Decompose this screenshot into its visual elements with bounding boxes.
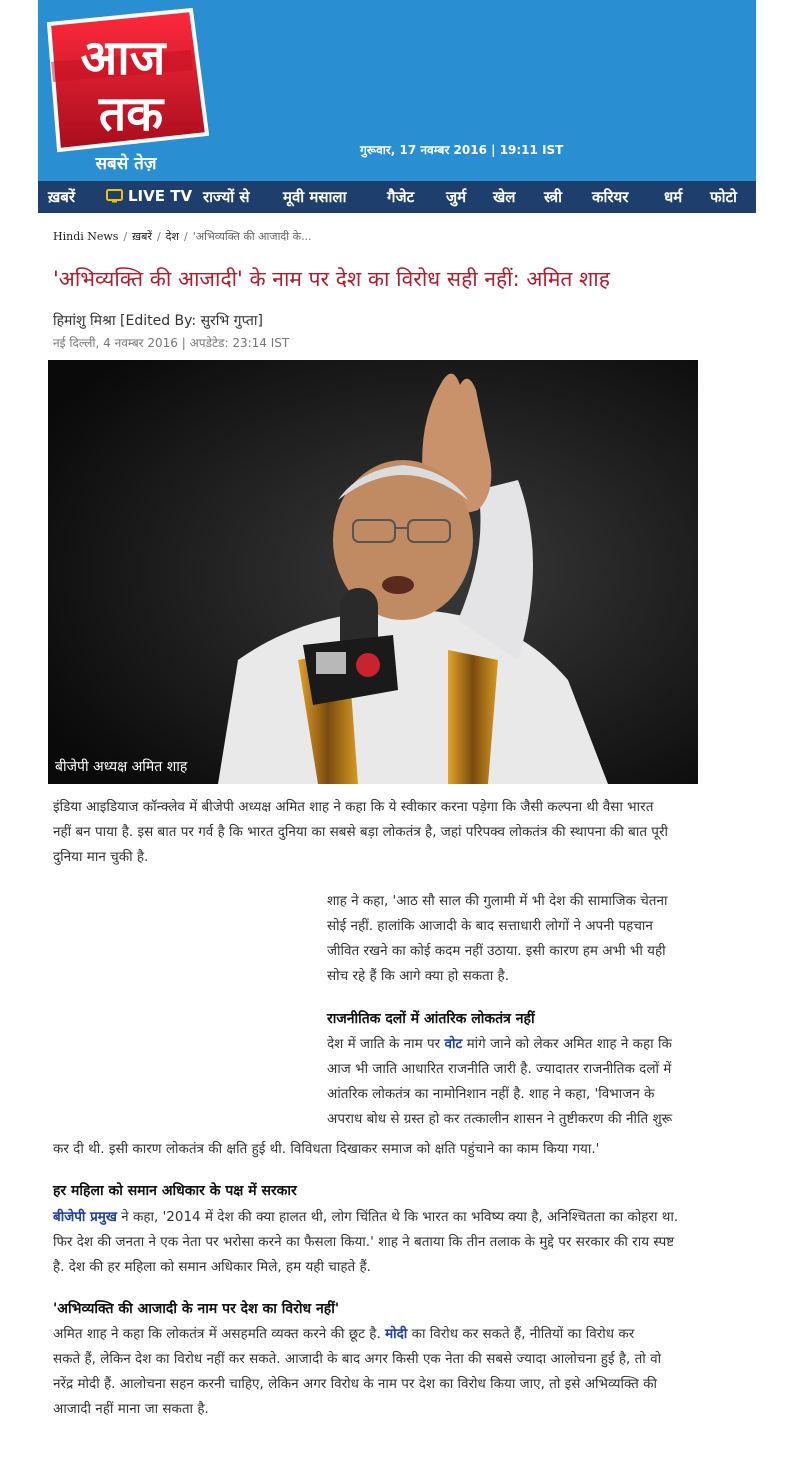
svg-text:आज: आज [80, 30, 166, 86]
link-bjp-chief[interactable]: बीजेपी प्रमुख [53, 1209, 117, 1225]
header-dateline: गुरूवार, 17 नवम्बर 2016 | 19:11 IST [360, 143, 564, 157]
svg-text:सबसे तेज़: सबसे तेज़ [95, 154, 157, 174]
nav-item-crime[interactable]: जुर्म [446, 188, 467, 206]
nav-item-photo[interactable]: फोटो [710, 188, 737, 206]
article-paragraph-2: शाह ने कहा, 'आठ सौ साल की गुलामी में भी देश की सामाजिक चेतना सोई नहीं. हालांकि आजादी के बाद सत्ताधारी लोगों ने अपनी पहचान जीवित रखने का कोई कदम नहीं उठाया. इसी कारण हम अभी भी यही सोच रहे हैं कि आगे क्या हो सकता है. [327, 893, 668, 984]
article-author: हिमांशु मिश्रा [Edited By: सुरभि गुप्ता] [53, 313, 263, 329]
nav-item-career[interactable]: करियर [592, 188, 629, 206]
nav-item-sports[interactable]: खेल [493, 188, 516, 206]
section-heading-women-rights: हर महिला को समान अधिकार के पक्ष में सरकार [53, 1183, 297, 1199]
article-paragraph-1: इंडिया आइडियाज कॉन्क्लेव में बीजेपी अध्यक्ष अमित शाह ने कहा कि ये स्वीकार करना पड़ेगा कि जैसी कल्पना थी वैसा भारत नहीं बन पाया है. इस बात पर गर्व है कि भारत दुनिया का सबसे बड़ा लोकतंत्र है, जहां परिपक्व लोकतंत्र की स्थापना की बात पूरी दुनिया मान चुकी है. [53, 799, 668, 865]
article-paragraph-5: अमित शाह ने कहा कि लोकतंत्र में असहमति व्यक्त करने की छूट है. मोदी का विरोध कर सकते हैं, नीतियों का विरोध कर सकते हैं, लेकिन देश का विरोध नहीं कर सकते. आजादी के बाद अगर किसी एक नेता की सबसे ज्यादा आलोचना हुई है, तो वो नरेंद्र मोदी हैं. आलोचना सहन करनी चाहिए, लेकिन अगर विरोध के नाम पर देश का विरोध किया जाए, तो इसे अभिव्यक्ति की आजादी नहीं माना जा सकता है. [53, 1326, 662, 1417]
breadcrumb: Hindi News / ख़बरें / देश / 'अभिव्यक्ति की आजादी के... [53, 230, 312, 243]
tv-icon [106, 189, 123, 203]
svg-text:तक: तक [98, 86, 164, 142]
section-heading-freedom-expression: 'अभिव्यक्ति की आजादी के नाम पर देश का विरोध नहीं' [53, 1301, 340, 1317]
section-heading-internal-democracy: राजनीतिक दलों में आंतरिक लोकतंत्र नहीं [327, 1011, 535, 1027]
link-modi[interactable]: मोदी [385, 1326, 408, 1342]
aaj-tak-logo[interactable] [41, 2, 209, 177]
nav-item-religion[interactable]: धर्म [664, 188, 683, 206]
main-nav [38, 181, 756, 213]
article-date: नई दिल्ली, 4 नवम्बर 2016 | अपडेटेड: 23:14 IST [53, 336, 290, 350]
breadcrumb-desh[interactable]: देश [165, 230, 179, 243]
nav-item-live-tv-label: LIVE TV [128, 187, 193, 205]
photo-illustration [48, 360, 698, 784]
breadcrumb-home[interactable]: Hindi News [53, 230, 119, 243]
nav-item-states[interactable]: राज्यों से [203, 188, 250, 206]
article-photo [48, 360, 698, 784]
breadcrumb-current: 'अभिव्यक्ति की आजादी के... [192, 230, 312, 243]
nav-item-women[interactable]: स्त्री [544, 188, 563, 206]
article-paragraph-3: देश में जाति के नाम पर वोट मांगे जाने को लेकर अमित शाह ने कहा कि आज भी जाति आधारित राजनीति जारी है. ज्यादातर राजनीतिक दलों में आंतरिक लोकतंत्र का नामोनिशान नहीं है. शाह ने कहा, 'विभाजन के अपराध बोध से ग्रस्त हो कर तत्कालीन शासन ने तुष्टीकरण की नीति शुरू [327, 1036, 673, 1127]
nav-item-gadget[interactable]: गैजेट [387, 188, 415, 206]
site-header [38, 0, 756, 181]
nav-item-live-tv[interactable] [106, 187, 192, 205]
article-headline: 'अभिव्यक्ति की आजादी' के नाम पर देश का विरोध सही नहीं: अमित शाह [53, 267, 610, 291]
link-vote[interactable]: वोट [444, 1036, 463, 1052]
breadcrumb-news[interactable]: ख़बरें [132, 230, 152, 243]
nav-item-movie-masala[interactable]: मूवी मसाला [283, 188, 347, 206]
article-paragraph-3-cont: कर दी थी. इसी कारण लोकतंत्र की क्षति हुई थी. विविधता दिखाकर समाज को क्षति पहुंचाने का काम किया गया.' [53, 1141, 600, 1157]
nav-item-khabre[interactable]: ख़बरें [48, 188, 75, 206]
article-paragraph-4: बीजेपी प्रमुख ने कहा, '2014 में देश की क्या हालत थी, लोग चिंतित थे कि भारत का भविष्य क्या है, अनिश्चितता का कोहरा था. फिर देश की जनता ने एक नेता पर भरोसा करने का फैसला किया.' शाह ने बताया कि तीन तलाक के मुद्दे पर सरकार की राय स्पष्ट है. देश की हर महिला को समान अधिकार मिले, हम यही चाहते हैं. [53, 1209, 679, 1275]
photo-caption: बीजेपी अध्यक्ष अमित शाह [55, 759, 188, 775]
